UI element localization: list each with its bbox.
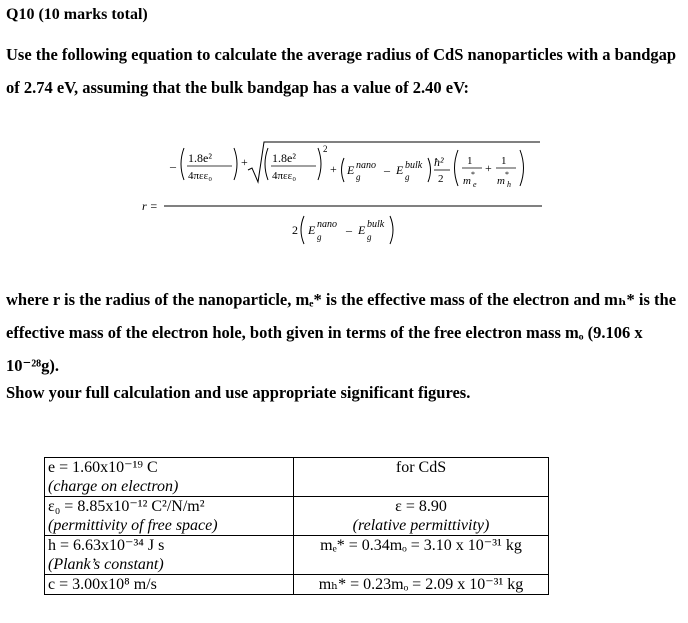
variable-definitions: where r is the radius of the nanoparticle, mₑ* is the effective mass of the electron and mₕ* is the effective mass of the electron hole, both given in terms of the free electron mass mₒ (9.106 x 10⁻²⁸g). (6, 290, 677, 375)
eq-g-sub-1: g (356, 172, 361, 182)
eq-two: 2 (438, 173, 444, 185)
table-cell (294, 536, 549, 575)
constant-note: (relative permittivity) (352, 517, 490, 534)
eq-star-h: * (505, 170, 509, 179)
eq-paren-right-3 (428, 158, 431, 182)
eq-g-sub-4: g (367, 232, 372, 242)
constant-note: (Plank’s constant) (48, 556, 164, 573)
eq-nano-label-den: nano (317, 219, 337, 230)
eq-minus: – (170, 159, 176, 173)
eq-paren-right-1 (234, 148, 237, 180)
constant-value: c = 3.00x10⁸ m/s (48, 576, 157, 593)
eq-paren-left-3 (342, 158, 345, 182)
constant-value: mₕ* = 0.23mₒ = 2.09 x 10⁻³¹ kg (318, 576, 524, 593)
eq-paren-right-4 (520, 150, 524, 186)
table-cell (45, 497, 294, 536)
constants-table (44, 457, 549, 595)
eq-g-sub-2: g (405, 172, 410, 182)
table-row (45, 458, 549, 497)
eq-denom-2: 4πεε₀ (272, 170, 297, 182)
table-cell (45, 575, 294, 595)
eq-paren-right-2 (318, 148, 321, 180)
eq-one-1: 1 (467, 155, 473, 167)
eq-m-h: m (497, 175, 505, 187)
eq-g-sub-3: g (317, 232, 322, 242)
constant-value: h = 6.63x10⁻³⁴ J s (48, 537, 165, 554)
eq-minus-3: – (346, 223, 352, 237)
eq-denom-1: 4πεε₀ (188, 170, 213, 182)
eq-plus-1: + (241, 155, 248, 169)
eq-paren-left-2 (265, 148, 268, 180)
constant-note: (charge on electron) (48, 478, 179, 495)
instruction-text: Show your full calculation and use appropriate significant figures. (6, 383, 471, 402)
table-cell (294, 575, 549, 595)
eq-paren-right-5 (390, 216, 393, 244)
eq-paren-left-1 (181, 148, 184, 180)
eq-bulk-label-den: bulk (367, 219, 385, 230)
eq-coeff-1: 1.8e² (188, 151, 212, 165)
table-cell (45, 458, 294, 497)
eq-paren-left-5 (301, 216, 304, 244)
eq-hbar-squared: ħ² (434, 155, 444, 169)
eq-e-bulk-den: E (358, 223, 366, 237)
constant-value: ε₀ = 8.85x10⁻¹² C²/N/m² (48, 498, 205, 515)
constant-value: mₑ* = 0.34mₒ = 3.10 x 10⁻³¹ kg (320, 537, 522, 554)
material-label: for CdS (395, 459, 447, 476)
eq-nano-label: nano (356, 160, 376, 171)
eq-one-2: 1 (501, 155, 507, 167)
constant-value: e = 1.60x10⁻¹⁹ C (48, 459, 158, 476)
table-cell (294, 458, 549, 497)
constant-value: ε = 8.90 (395, 498, 447, 515)
eq-h-sub: h (507, 180, 511, 189)
table-row (45, 497, 549, 536)
eq-e-sub: e (473, 180, 477, 189)
table-cell (45, 536, 294, 575)
question-heading: Q10 (10 marks total) (6, 6, 148, 23)
eq-e-nano-den: E (308, 223, 316, 237)
table-cell (294, 497, 549, 536)
eq-bulk-label: bulk (405, 160, 423, 171)
eq-plus-2: + (330, 162, 337, 176)
eq-minus-2: – (384, 163, 390, 177)
eq-e-bulk: E (396, 163, 404, 177)
eq-star-e: * (471, 170, 475, 179)
eq-paren-left-4 (455, 150, 459, 186)
eq-two-factor: 2 (292, 223, 298, 237)
radius-equation (140, 140, 560, 265)
eq-m-e: m (463, 175, 471, 187)
eq-coeff-2: 1.8e² (272, 151, 296, 165)
eq-plus-3: + (485, 161, 492, 175)
eq-square-1: 2 (323, 144, 328, 154)
question-intro: Use the following equation to calculate the average radius of CdS nanoparticles with a bandgap of 2.74 eV, assuming that the bulk bandgap has a value of 2.40 eV: (6, 45, 677, 97)
eq-lhs: r = (142, 199, 158, 213)
eq-e-nano: E (347, 163, 355, 177)
table-row (45, 575, 549, 595)
table-row (45, 536, 549, 575)
constant-note: (permittivity of free space) (48, 517, 218, 534)
